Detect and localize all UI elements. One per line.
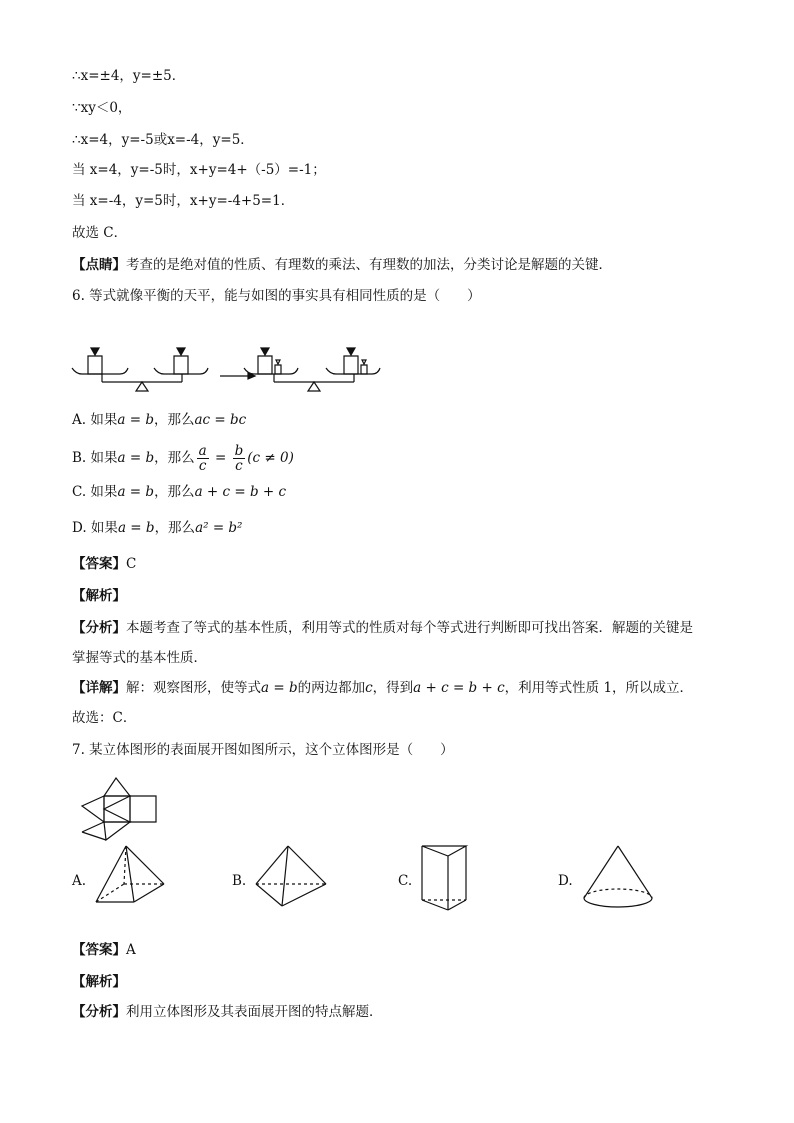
weight-left-1 bbox=[88, 356, 102, 374]
text-line-4: 当 x=4，y=-5时，x+y=4+（-5）=-1； bbox=[72, 162, 326, 178]
q6-option-b: B. 如果a = b，那么 $\frac{a}{c}$ = $\frac{b}{c}$ (c ≠ 0) bbox=[72, 443, 294, 474]
fulcrum-1 bbox=[136, 382, 148, 391]
triangular-pyramid-figure bbox=[254, 844, 330, 908]
q6-option-d: D. 如果a = b，那么a² = b² bbox=[72, 520, 243, 536]
dianjing-tag: 【点睛】 bbox=[72, 257, 126, 273]
weight-left-2 bbox=[258, 356, 272, 374]
text-line-6: 故选 C． bbox=[72, 225, 128, 241]
q7-option-a-label: A. bbox=[72, 873, 87, 889]
weight-right-1 bbox=[174, 356, 188, 374]
q6-fenxi-line-2: 掌握等式的基本性质． bbox=[72, 650, 207, 666]
q6-xiangjie-line: 【详解】解：观察图形，使等式a = b的两边都加c，得到a + c = b + c，利用等式性质 1，所以成立． bbox=[72, 680, 694, 696]
square-pyramid-figure bbox=[94, 844, 166, 908]
mark-left-2 bbox=[261, 348, 269, 355]
net-triangle-left bbox=[82, 796, 104, 822]
q6-fenxi-line-1: 【分析】本题考查了等式的基本性质，利用等式的性质对每个等式进行判断即可找出答案．解题的关键是 bbox=[72, 620, 693, 636]
fraction-b-over-c: $\frac{b}{c}$ bbox=[234, 443, 244, 474]
mark-right-1 bbox=[177, 348, 185, 355]
left-pan-1 bbox=[72, 368, 128, 374]
triangular-prism-figure bbox=[418, 844, 474, 916]
net-triangle-top bbox=[104, 778, 130, 796]
net-square bbox=[130, 796, 156, 822]
fulcrum-2 bbox=[308, 382, 320, 391]
dianjing-line bbox=[72, 255, 612, 275]
cone-figure bbox=[580, 844, 656, 916]
mark-right-2 bbox=[347, 348, 355, 355]
small-mark-right bbox=[362, 360, 366, 364]
q7-answer-line: 【答案】A bbox=[72, 942, 136, 958]
text-line-2: ∵xy＜0， bbox=[72, 100, 132, 116]
q6-stem: 6. 等式就像平衡的天平，能与如图的事实具有相同性质的是（ ） bbox=[72, 288, 481, 304]
q7-fenxi-line: 【分析】利用立体图形及其表面展开图的特点解题． bbox=[72, 1004, 383, 1020]
q7-stem: 7. 某立体图形的表面展开图如图所示，这个立体图形是（ ） bbox=[72, 742, 454, 758]
text-line-3: ∴x=4，y=-5或x=-4，y=5． bbox=[72, 132, 254, 148]
small-mark-left bbox=[276, 360, 280, 364]
dianjing-text: 考查的是绝对值的性质、有理数的乘法、有理数的加法，分类讨论是解题的关键． bbox=[126, 257, 612, 273]
text-line-1: ∴x=±4，y=±5． bbox=[72, 68, 186, 84]
q6-guxuan: 故选：C． bbox=[72, 710, 137, 726]
q6-option-a: A. 如果a = b，那么ac = bc bbox=[72, 412, 247, 428]
q6-answer-line: 【答案】C bbox=[72, 556, 137, 572]
weight-right-2 bbox=[344, 356, 358, 374]
q7-option-b-label: B. bbox=[232, 873, 247, 889]
net-triangle-center bbox=[104, 796, 130, 822]
q6-option-c: C. 如果a = b，那么a + c = b + c bbox=[72, 484, 287, 500]
cone-base-front bbox=[584, 898, 652, 907]
text-line-5: 当 x=-4，y=5时，x+y=-4+5=1． bbox=[72, 193, 295, 209]
q6-analysis-tag: 【解析】 bbox=[72, 588, 126, 604]
left-pan-2 bbox=[244, 368, 298, 374]
mark-left-1 bbox=[91, 348, 99, 355]
small-weight-left bbox=[275, 365, 281, 374]
prism-top bbox=[422, 846, 466, 856]
q7-analysis-tag: 【解析】 bbox=[72, 974, 126, 990]
net-triangle-bottom bbox=[104, 822, 130, 840]
right-pan-1 bbox=[154, 368, 208, 374]
cone-base-back bbox=[584, 889, 652, 898]
fraction-a-over-c: $\frac{a}{c}$ bbox=[198, 443, 207, 474]
q7-option-c-label: C. bbox=[398, 873, 413, 889]
surface-net-diagram bbox=[76, 776, 166, 844]
small-weight-right bbox=[361, 365, 367, 374]
q7-option-d-label: D. bbox=[558, 873, 573, 889]
right-pan-2 bbox=[326, 368, 380, 374]
balance-diagram bbox=[72, 338, 392, 398]
